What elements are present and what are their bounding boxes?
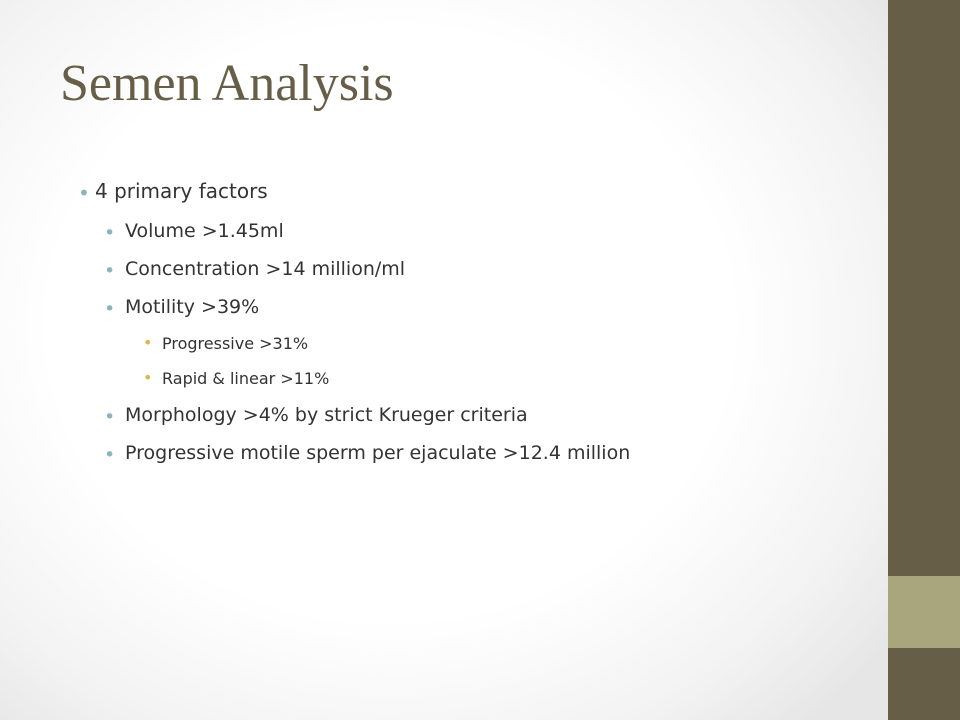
slide-title: Semen Analysis [60,55,394,112]
bullet-marker-level-2: • [104,406,116,428]
sidebar-accent-block [888,576,960,648]
bullet-text: Morphology >4% by strict Krueger criteria [125,404,528,426]
bullet-marker-level-2: • [104,298,116,320]
bullet-item-level-2 [125,406,528,425]
bullet-marker-level-2: • [104,260,116,282]
bullet-text: Progressive >31% [162,334,309,353]
bullet-item-level-3 [162,371,329,387]
bullet-text: Concentration >14 million/ml [125,258,406,280]
bullet-marker-level-3: • [143,333,153,352]
bullet-text: Rapid & linear >11% [162,369,330,388]
sidebar-top-block [888,0,960,576]
bullet-marker-level-2: • [104,444,116,466]
bullet-text: Motility >39% [125,296,260,318]
bullet-text: Progressive motile sperm per ejaculate >12.4 million [125,442,631,464]
bullet-marker-level-3: • [143,368,153,387]
bullet-item-level-1 [95,181,268,201]
decorative-sidebar [888,0,960,720]
sidebar-bottom-block [888,648,960,720]
bullet-text: 4 primary factors [95,179,268,203]
bullet-marker-level-2: • [104,222,116,244]
bullet-marker-level-1: • [78,181,90,205]
bullet-item-level-2 [125,298,259,317]
bullet-item-level-2 [125,444,630,463]
bullet-item-level-3 [162,336,308,352]
bullet-text: Volume >1.45ml [125,220,284,242]
bullet-item-level-2 [125,222,284,241]
bullet-item-level-2 [125,260,405,279]
